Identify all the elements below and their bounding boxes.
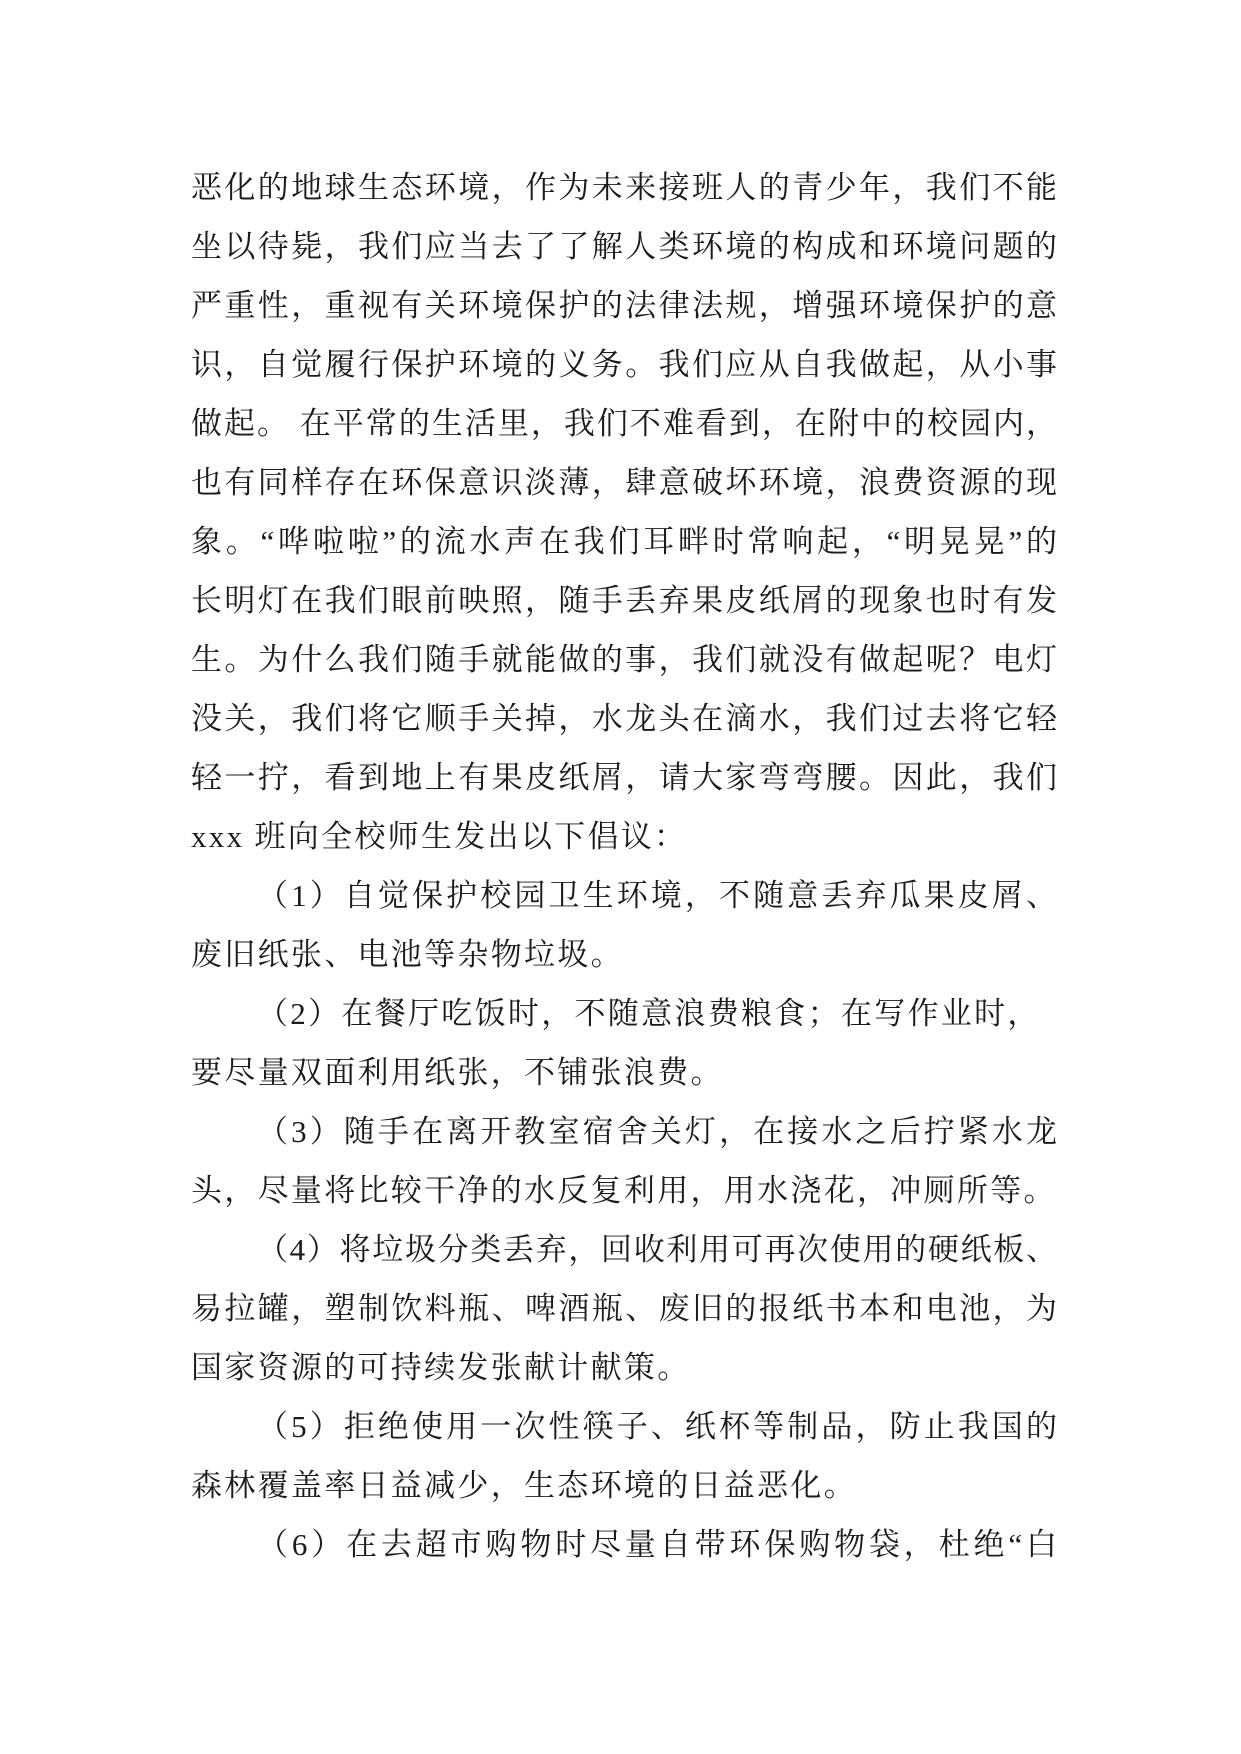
text-line: （4）将垃圾分类丢弃，回收利用可再次使用的硬纸板、	[257, 1232, 1057, 1267]
text-line: 废旧纸张、电池等杂物垃圾。	[191, 937, 624, 972]
text-line: 生。为什么我们随手就能做的事，我们就没有做起呢？电灯	[191, 642, 1057, 677]
text-line: 象。“哗啦啦”的流水声在我们耳畔时常响起，“明晃晃”的	[191, 524, 1057, 559]
proposal-item-3	[191, 1102, 1057, 1220]
text-line: 没关，我们将它顺手关掉，水龙头在滴水，我们过去将它轻	[191, 701, 1057, 736]
text-line: 国家资源的可持续发张献计献策。	[191, 1350, 691, 1385]
text-line: （3）随手在离开教室宿舍关灯，在接水之后拧紧水龙	[257, 1114, 1057, 1149]
text-line: 要尽量双面利用纸张，不铺张浪费。	[191, 1055, 724, 1090]
proposal-item-5	[191, 1397, 1057, 1515]
text-line: 也有同样存在环保意识淡薄，肆意破坏环境，浪费资源的现	[191, 465, 1057, 500]
proposal-item-1	[191, 866, 1057, 984]
text-line: 恶化的地球生态环境，作为未来接班人的青少年，我们不能	[191, 170, 1057, 205]
proposal-item-2	[191, 984, 1057, 1102]
intro-paragraph	[191, 158, 1057, 866]
text-line: 森林覆盖率日益减少，生态环境的日益恶化。	[191, 1468, 857, 1503]
proposal-item-6	[191, 1515, 1057, 1574]
text-line: （2）在餐厅吃饭时，不随意浪费粮食；在写作业时，	[257, 996, 1041, 1031]
text-line: xxx 班向全校师生发出以下倡议：	[191, 819, 688, 854]
text-line: 坐以待毙，我们应当去了了解人类环境的构成和环境问题的	[191, 229, 1057, 264]
text-line: （1）自觉保护校园卫生环境，不随意丢弃瓜果皮屑、	[257, 878, 1057, 913]
text-line: 易拉罐，塑制饮料瓶、啤酒瓶、废旧的报纸书本和电池，为	[191, 1291, 1057, 1326]
text-line: 做起。 在平常的生活里，我们不难看到，在附中的校园内，	[191, 406, 1057, 441]
text-line: 识，自觉履行保护环境的义务。我们应从自我做起，从小事	[191, 347, 1057, 382]
text-line: 轻一拧，看到地上有果皮纸屑，请大家弯弯腰。因此，我们	[191, 760, 1057, 795]
text-line: （6）在去超市购物时尽量自带环保购物袋，杜绝“白	[257, 1527, 1057, 1562]
text-line: 头，尽量将比较干净的水反复利用，用水浇花，冲厕所等。	[191, 1173, 1057, 1208]
text-line: 严重性，重视有关环境保护的法律法规，增强环境保护的意	[191, 288, 1057, 323]
text-line: （5）拒绝使用一次性筷子、纸杯等制品，防止我国的	[257, 1409, 1057, 1444]
proposal-item-4	[191, 1220, 1057, 1397]
document-body	[191, 158, 1057, 1574]
text-line: 长明灯在我们眼前映照，随手丢弃果皮纸屑的现象也时有发	[191, 583, 1057, 618]
